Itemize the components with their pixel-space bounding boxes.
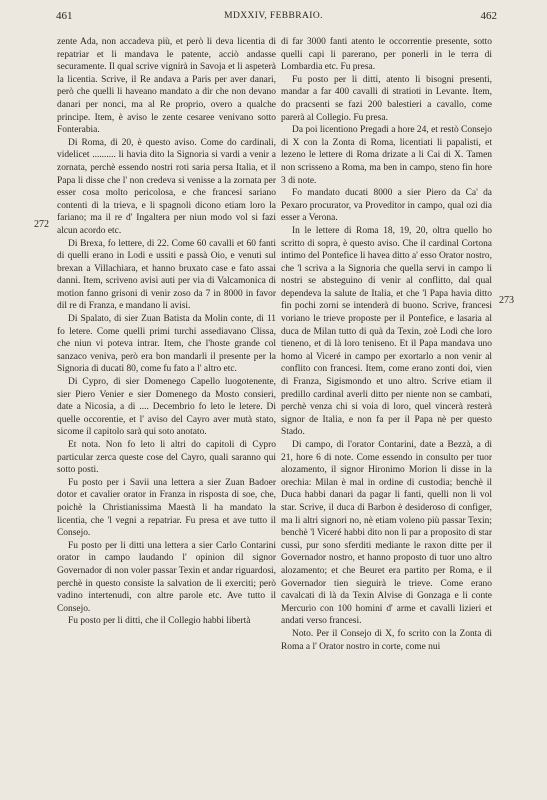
running-header xyxy=(0,10,547,28)
paragraph: Di Spalato, di sier Zuan Batista da Molin conte, di 11 fo letere. Come quelli primi turchi assediavano Clissa, che niun vi poteva intrar. Item, che l'hoste grande col sanzaco veniva, però era bon mandarli il presente per la Signoria di ducati 80, come fu fato a l' altro etc. xyxy=(57,314,276,375)
paragraph: Fu posto per i Savii una lettera a sier Zuan Badoer dotor et cavalier orator in Franza in risposta di soe, che, poichè la Christianissima Maestà li ha mandato la licentia, che 'l vegni a repatriar. Fu presa et ave tutto il Consejo. xyxy=(57,477,276,539)
paragraph: Di Cypro, di sier Domenego Capello luogotenente, sier Piero Venier e sier Domenego da Mosto consieri, date a Nicosia, a di .... Decembrio fo leto le letere. Di quelle occorentie, et l' aviso del Cayro aver mutà stato, sicome il capitolo sarà qui soto anotato. xyxy=(57,377,276,438)
right-column xyxy=(281,36,492,786)
paragraph: Fu posto per li ditti, che il Collegio habbi libertà xyxy=(68,616,251,627)
page-number-right: 462 xyxy=(480,10,497,22)
left-column xyxy=(57,36,276,786)
paragraph: Da poi licentiono Pregadi a hore 24, et restò Consejo di X con la Zonta di Roma, licentiati li papalisti, et lezeno le lettere di Roma drizate a li Cai di X. Tamen non scrisseno a Roma, ma ben in campo, steno fin hore 3 di note. xyxy=(281,125,492,186)
paragraph: di far 3000 fanti atento le occorrentie presente, sotto quelli capi li parerano, per ponerli in le terra di Lombardia etc. Fu presa. xyxy=(281,37,492,73)
paragraph: Fo mandato ducati 8000 a sier Piero da Ca' da Pexaro procurator, va Proveditor in campo, qual ozi dia esser a Verona. xyxy=(281,188,492,224)
paragraph: Et nota. Non fo leto li altri do capitoli di Cypro particular zerca queste cose del Cayro, quali saranno qui sotto posti. xyxy=(57,440,276,476)
margin-note-left: 272 xyxy=(34,219,49,230)
paragraph: zente Ada, non accadeva più, et però li deva licentia di repatriar et li mandava le patente, acciò andasse securamente. Il qual scrive vignirà in Savoja et li aspeterà la licentia. Scrive, il Re andava a Paris per aver danari, però che quelli li haveano mandato a dir che non devano danari per nonci, ma al Re proprio, overo a qualche principe. Item, è aviso le zente cesaree venivano sotto Fonterabia. xyxy=(57,37,276,136)
paragraph: Di Brexa, fo lettere, di 22. Come 60 cavalli et 60 fanti di quelli erano in Lodi e ussiti e passà Oio, e venuti sul brexan a Villachiara, et hanno bruxato case e fato assai danni. Item, scriveno avisi auti per via di Valcamonica di motion fanno grisoni di venir zoso da 7 in 8000 in favor dil re di Franza, e mandano li avisi. xyxy=(57,238,276,312)
paragraph: Di Roma, di 20, è questo aviso. Come do cardinali, videlicet .......... li havia dito la Signoria si vardi a venir a zornata, perchè essendo nostri roti saria persa Italia, et il Papa li disse che l' non credeva si venisse a la zornata per esser cosa molto pericolosa, e che francesi sariano contenti di la trieva, e li spagnoli dicono etiam loro la fariano; ma il re d' Ingaltera per niun modo vol si fazi alcun acordo etc. xyxy=(57,137,276,236)
running-title: MDXXIV, FEBBRAIO. xyxy=(224,11,323,21)
paragraph: Di campo, di l'orator Contarini, date a Bezzà, a dì 21, hore 6 di note. Come essendo in consulto per tuor alozamento, il signor Hironimo Morion li disse in la orechia: Milan è mal in ordine di custodia; benchè il Duca habbi danari da pagar li fanti, quelli non li vol star. Scrive, il duca di Barbon è desideroso di configer, ma li altri signori no, nè etiam voleno più passar Texin; benchè 'l Viceré habbi dito non li par a proposito di star cussì, pur sono sferditi mediante le raxon ditte per il Governador nostro, et hanno proposto di tuor uno altro alozamento; et che Beuret era partito per Roma, e il Governador tien sieguirà le trieve. Come erano cavalcati di là da Texin Alvise di Gonzaga e li conte Mercurio con 100 homini d' arme et cavalli lizieri et andati verso francesi. xyxy=(281,440,492,627)
page-number-left: 461 xyxy=(56,10,73,22)
margin-note-right: 273 xyxy=(499,295,514,306)
paragraph: Fu posto per li ditti una lettera a sier Carlo Contarini orator in campo laudando l' opinion dil signor Governador di non voler passar Texin et andar riguardosi, perchè in questo consiste la salvation de li exerciti; però vadino intertenudi, con altre parole etc. Ave tutto il Consejo. xyxy=(57,540,276,614)
paragraph: Noto. Per il Consejo di X, fo scrito con la Zonta di Roma a l' Orator nostro in corte, come nui xyxy=(281,628,492,652)
paragraph: In le lettere di Roma 18, 19, 20, oltra quello ho scritto di sopra, è questo aviso. Che il cardinal Cortona intimo del Pontefice li havea ditto a' esso Orator nostro, che 'l scriva a la Signoria che quella servi in campo li nostri se absteguino di venir al conflitto, dal qual dependeva la salute de Italia, et che 'l Papa havia ditto fin pochi zorni se intenderà di buono. Scrive, francesi voriano le trieve proposte per il Pontefice, e lasaria al duca de Milan tutto di quà da Texin, zoè Lodi che loro tieneno, et di là loro teniseno. Et il Papa mandava uno homo al Viceré in campo per exortarlo a non venir al conflito con francesi. Item, come erano zonti doi, vien di Franza, Sigismondo et uno altro. Scrive etiam il predillo cardinal averli ditto per niente non se cambati, perchè venza chi si voia di loro, quel vincerà resterà signor de Italia, e non fa per il Papa nè per questo Stado. xyxy=(281,225,492,438)
paragraph: Fu posto per li ditti, atento li bisogni presenti, mandar a far 400 cavalli di stratioti in Levante. Item, do pracsenti se fazi 200 balestieri a cavallo, come parerà al Collegio. Fu presa. xyxy=(281,74,492,123)
